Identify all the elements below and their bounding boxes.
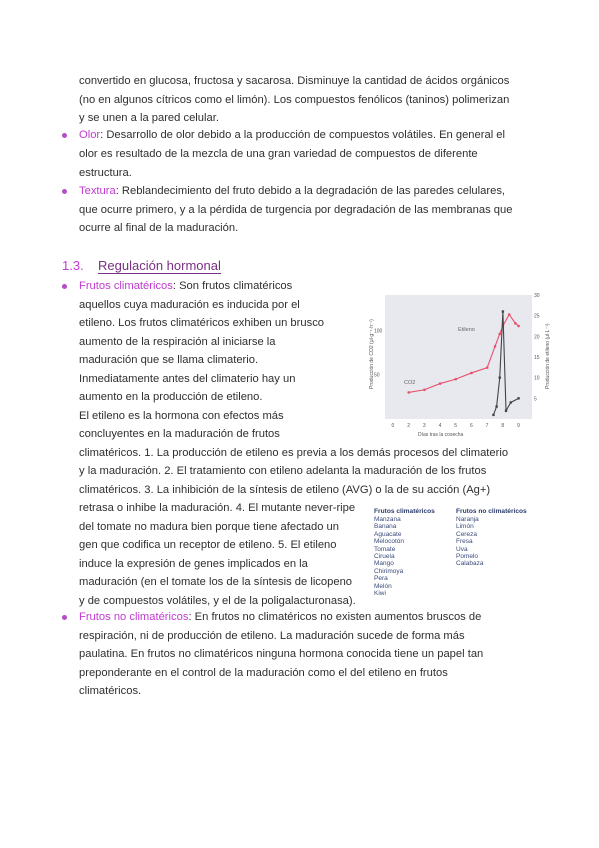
respiration-ethylene-chart <box>366 289 556 439</box>
fruit-item: Naranja <box>456 516 479 523</box>
paragraph-line: paulatina. En frutos no climatéricos ninguna hormona conocida tiene un papel tan <box>79 648 484 660</box>
fruit-item: Mango <box>374 560 394 568</box>
fruit-item: Calabaza <box>456 560 484 568</box>
x-tick-label: 3 <box>422 423 426 429</box>
textura-term: Textura <box>79 185 116 197</box>
paragraph-line: y de compuestos volátiles, y el de la poligalacturonasa). <box>79 595 356 607</box>
data-point-etileno <box>517 397 519 399</box>
textura-text: : Reblandecimiento del fruto debido a la degradación de las paredes celulares, <box>115 185 506 197</box>
fruit-item: Ciruela <box>374 553 395 561</box>
y-right-tick-label: 30 <box>534 293 540 299</box>
no-climatericos-column <box>456 508 527 568</box>
paragraph-line: maduración que se llama climaterio. <box>79 354 259 366</box>
bullet-icon <box>62 284 67 289</box>
no-climatericos-term: Frutos no climatéricos <box>79 611 189 623</box>
fruit-item: Tomate <box>374 545 396 553</box>
no-climatericos-text: : En frutos no climatéricos no existen aumentos bruscos de <box>188 611 482 623</box>
bullet-icon <box>62 615 67 620</box>
paragraph-line: gen que codifica un receptor de etileno. 5. El etileno <box>79 539 337 551</box>
paragraph-line: climatéricos. 1. La producción de etileno es previa a los demás procesos del climaterio <box>79 447 509 459</box>
y-axis-right-label: Producción de etileno (μl·L⁻¹) <box>545 323 551 389</box>
fruit-item: Fresa <box>456 538 473 546</box>
data-point-co2 <box>494 345 497 348</box>
data-point-co2 <box>454 378 457 381</box>
paragraph-line: y se unen a la pared celular. <box>79 112 219 124</box>
y-right-tick-label: 15 <box>534 355 540 361</box>
x-tick-label: 7 <box>485 423 489 429</box>
data-point-etileno <box>492 414 494 416</box>
data-point-co2 <box>486 366 489 369</box>
series-label-etileno: Etileno <box>458 327 475 333</box>
paragraph-line: preponderante en el control de la maduración como el del etileno en frutos <box>79 667 448 679</box>
paragraph-line: retrasa o inhibe la maduración. 4. El mutante never-ripe <box>79 502 356 514</box>
fruit-classification-table <box>370 508 530 600</box>
y-right-tick-label: 20 <box>534 334 540 341</box>
paragraph-line: aumento en la producción de etileno. <box>79 391 263 403</box>
data-point-co2 <box>498 333 501 336</box>
x-tick-label: 2 <box>407 423 410 429</box>
bullet-icon <box>62 189 67 194</box>
climatericos-term: Frutos climatéricos <box>79 280 173 292</box>
paragraph-line: aumento de la respiración al iniciarse la <box>79 336 276 348</box>
paragraph-line: climatéricos. <box>79 685 142 697</box>
fruit-item: Limón <box>456 523 474 531</box>
fruit-item: Manzana <box>374 516 401 523</box>
paragraph-line: El etileno es la hormona con efectos más <box>79 410 284 422</box>
olor-term: Olor <box>79 129 101 141</box>
y-axis-left-label: Producción de CO2 (μl·g⁻¹·h⁻¹) <box>369 319 375 389</box>
y-left-tick-label: 100 <box>374 328 383 335</box>
y-right-tick-label: 10 <box>534 375 540 382</box>
fruit-item: Melón <box>374 582 392 590</box>
paragraph-line: respiración, ni de producción de etileno. La maduración sucede de forma más <box>79 630 465 642</box>
paragraph-line: etileno. Los frutos climatéricos exhiben un brusco <box>79 317 325 329</box>
data-point-co2 <box>470 372 473 375</box>
olor-text: : Desarrollo de olor debido a la producción de compuestos volátiles. En general el <box>100 129 505 141</box>
section-number: 1.3. <box>62 258 84 273</box>
x-axis-label: Días tras la cosecha <box>418 432 464 438</box>
paragraph-line: ocurre al final de la maduración. <box>79 222 239 234</box>
data-point-co2 <box>508 313 511 316</box>
y-left-tick-label: 50 <box>374 372 380 379</box>
data-point-co2 <box>517 325 520 328</box>
fruit-item: Kiwi <box>374 590 386 598</box>
section-heading <box>62 258 221 273</box>
paragraph-line: y la maduración. 2. El tratamiento con etileno adelanta la maduración de los frutos <box>79 465 487 477</box>
data-point-etileno <box>499 376 501 378</box>
data-point-etileno <box>495 405 497 407</box>
climatericos-text: : Son frutos climatéricos <box>172 280 293 292</box>
data-point-etileno <box>505 410 507 412</box>
textura-line <box>79 184 505 198</box>
series-label-co2: CO2 <box>404 380 416 386</box>
fruit-item: Aguacate <box>374 530 402 538</box>
paragraph-line: que ocurre primero, y a la pérdida de turgencia por degradación de las membranas que <box>79 204 513 216</box>
climatericos-line <box>79 279 292 293</box>
no-climatericos-header: Frutos no climatéricos <box>456 508 527 515</box>
x-tick-label: 8 <box>501 423 505 429</box>
paragraph-line: olor es resultado de la mezcla de una gran variedad de compuestos de diferente <box>79 148 478 160</box>
climatericos-header: Frutos climatéricos <box>374 508 435 515</box>
paragraph-line: aquellos cuya maduración es inducida por el <box>79 299 300 311</box>
y-right-tick-label: 25 <box>534 313 540 320</box>
olor-line <box>79 128 505 142</box>
fruit-item: Banana <box>374 523 397 531</box>
x-tick-label: 4 <box>438 423 442 429</box>
fruit-item: Uva <box>456 545 468 553</box>
x-tick-label: 0 <box>391 423 395 429</box>
climatericos-column <box>374 508 435 597</box>
fruit-item: Melocotón <box>374 538 404 546</box>
paragraph-line: estructura. <box>79 167 132 179</box>
fruit-item: Pera <box>374 575 388 583</box>
data-point-etileno <box>502 310 504 312</box>
data-point-co2 <box>407 391 410 394</box>
data-point-co2 <box>514 322 517 325</box>
x-tick-label: 9 <box>517 423 520 429</box>
paragraph-line: concluyentes en la maduración de frutos <box>79 428 280 440</box>
paragraph-line: del tomate no madura bien porque tiene afectado un <box>79 521 339 533</box>
paragraph-line: (no en algunos cítricos como el limón). Los compuestos fenólicos (taninos) polimerizan <box>79 94 510 106</box>
data-point-etileno <box>510 401 512 403</box>
paragraph-line: maduración (en el tomate los de la síntesis de licopeno <box>79 576 353 588</box>
fruit-item: Cereza <box>456 530 477 538</box>
no-climatericos-line <box>79 610 481 624</box>
data-point-co2 <box>439 382 442 385</box>
y-right-tick-label: 5 <box>534 396 537 403</box>
paragraph-line: convertido en glucosa, fructosa y sacarosa. Disminuye la cantidad de ácidos orgánicos <box>79 75 510 87</box>
fruit-item: Chirimoya <box>374 567 404 575</box>
x-tick-label: 6 <box>469 423 473 429</box>
data-point-co2 <box>423 388 426 391</box>
x-tick-label: 5 <box>454 423 458 429</box>
paragraph-line: climatéricos. 3. La inhibición de la síntesis de etileno (AVG) o la de su acción (Ag+) <box>79 484 491 496</box>
section-title: Regulación hormonal <box>98 258 221 273</box>
paragraph-line: Inmediatamente antes del climaterio hay un <box>79 373 296 385</box>
paragraph-line: induce la expresión de genes implicados en la <box>79 558 308 570</box>
fruit-item: Pomelo <box>456 553 479 561</box>
bullet-icon <box>62 133 67 138</box>
